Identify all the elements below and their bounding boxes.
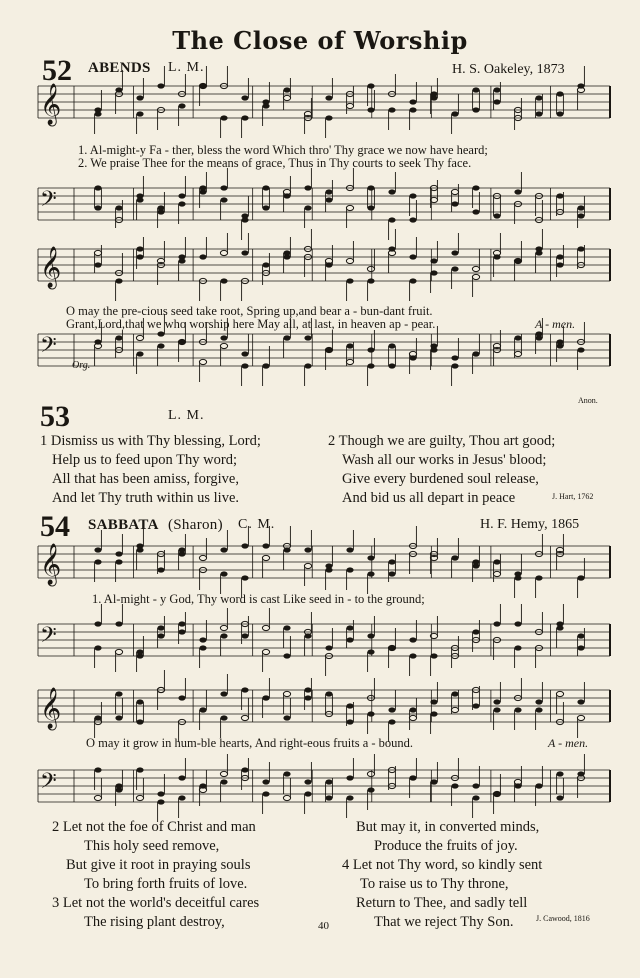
note-icon bbox=[136, 246, 143, 251]
note-icon bbox=[367, 266, 374, 271]
note-icon bbox=[493, 254, 500, 259]
hymn-52-lyric-1-v2: 2. We praise Thee for the means of grace, Thus in Thy courts to seek Thy face. bbox=[78, 156, 472, 170]
note-icon bbox=[409, 637, 416, 642]
note-icon bbox=[199, 185, 206, 190]
note-icon bbox=[115, 649, 122, 654]
note-icon bbox=[325, 691, 332, 696]
note-icon bbox=[577, 633, 584, 638]
note-icon bbox=[262, 555, 269, 560]
note-icon bbox=[115, 691, 122, 696]
note-icon bbox=[451, 201, 458, 206]
note-icon bbox=[325, 115, 332, 120]
hymn-52-tune: ABENDS bbox=[88, 60, 151, 76]
note-icon bbox=[115, 278, 122, 283]
note-icon bbox=[367, 83, 374, 88]
note-icon bbox=[556, 771, 563, 776]
note-icon bbox=[493, 99, 500, 104]
note-icon bbox=[178, 258, 185, 263]
note-icon bbox=[577, 246, 584, 251]
note-icon bbox=[136, 795, 143, 800]
note-icon bbox=[178, 775, 185, 780]
hymn-54-stanzas-left: 2 Let not the foe of Christ and man This holy seed remove, But give it root in praying souls To bring forth fruits of love. 3 Let not the world's deceitful cares The rising plant destroy, bbox=[52, 819, 260, 930]
note-icon bbox=[325, 95, 332, 100]
note-icon bbox=[283, 547, 290, 552]
note-icon bbox=[262, 779, 269, 784]
note-icon bbox=[157, 331, 164, 336]
note-icon bbox=[220, 335, 227, 340]
note-icon bbox=[241, 363, 248, 368]
note-icon bbox=[136, 547, 143, 552]
note-icon bbox=[283, 771, 290, 776]
treble-clef-icon: 𝄞 bbox=[40, 247, 62, 288]
note-icon bbox=[220, 771, 227, 776]
note-icon bbox=[388, 217, 395, 222]
note-icon bbox=[94, 767, 101, 772]
note-icon bbox=[346, 637, 353, 642]
hymn-54-lyric-1: 1. Al-might - y God, Thy word is cast Like seed in - to the ground; bbox=[92, 592, 425, 606]
note-icon bbox=[136, 95, 143, 100]
hymn-54-tune-alt: (Sharon) bbox=[168, 517, 223, 533]
note-icon bbox=[115, 551, 122, 556]
note-icon bbox=[388, 707, 395, 712]
note-icon bbox=[157, 205, 164, 210]
note-icon bbox=[304, 695, 311, 700]
note-icon bbox=[199, 83, 206, 88]
note-icon bbox=[577, 645, 584, 650]
note-icon bbox=[220, 691, 227, 696]
note-icon bbox=[472, 795, 479, 800]
note-icon bbox=[451, 783, 458, 788]
hymn-54-tune: SABBATA bbox=[88, 517, 159, 533]
note-icon bbox=[514, 575, 521, 580]
note-icon bbox=[94, 559, 101, 564]
note-icon bbox=[409, 193, 416, 198]
hymn-53-number: 53 bbox=[40, 400, 70, 433]
note-icon bbox=[157, 567, 164, 572]
note-icon bbox=[556, 193, 563, 198]
note-icon bbox=[346, 719, 353, 724]
note-icon bbox=[241, 715, 248, 720]
note-icon bbox=[262, 185, 269, 190]
note-icon bbox=[283, 691, 290, 696]
note-icon bbox=[94, 111, 101, 116]
note-icon bbox=[199, 359, 206, 364]
note-icon bbox=[325, 189, 332, 194]
note-icon bbox=[136, 719, 143, 724]
note-icon bbox=[325, 347, 332, 352]
note-icon bbox=[325, 645, 332, 650]
note-icon bbox=[367, 185, 374, 190]
note-icon bbox=[367, 633, 374, 638]
treble-clef-icon: 𝄞 bbox=[40, 84, 62, 125]
note-icon bbox=[367, 771, 374, 776]
note-icon bbox=[430, 779, 437, 784]
note-icon bbox=[157, 625, 164, 630]
hymn-54-number: 54 bbox=[40, 510, 70, 543]
note-icon bbox=[388, 107, 395, 112]
note-icon bbox=[241, 575, 248, 580]
note-icon bbox=[430, 258, 437, 263]
note-icon bbox=[220, 278, 227, 283]
note-icon bbox=[283, 335, 290, 340]
note-icon bbox=[283, 795, 290, 800]
note-icon bbox=[241, 217, 248, 222]
note-icon bbox=[535, 783, 542, 788]
note-icon bbox=[556, 91, 563, 96]
note-icon bbox=[346, 567, 353, 572]
note-icon bbox=[367, 571, 374, 576]
note-icon bbox=[241, 543, 248, 548]
note-icon bbox=[493, 87, 500, 92]
note-icon bbox=[409, 217, 416, 222]
note-icon bbox=[388, 719, 395, 724]
note-icon bbox=[304, 335, 311, 340]
note-icon bbox=[556, 262, 563, 267]
note-icon bbox=[472, 351, 479, 356]
note-icon bbox=[241, 115, 248, 120]
note-icon bbox=[241, 633, 248, 638]
note-icon bbox=[115, 559, 122, 564]
note-icon bbox=[220, 625, 227, 630]
hymn-53-stanza-2: 2 Though we are guilty, Thou art good; Wash all our works in Jesus' blood; Give every burdened soul release, And bid us all depart in peace bbox=[328, 433, 556, 506]
hymn-52-meter: L. M. bbox=[168, 60, 205, 75]
hymn-52-lyric-2-v2: Grant,Lord,that we who worship here May all, at last, in heaven ap - pear. bbox=[66, 317, 436, 331]
hymn-54-amen: A - men. bbox=[548, 736, 589, 750]
note-icon bbox=[325, 779, 332, 784]
note-icon bbox=[157, 799, 164, 804]
note-icon bbox=[94, 262, 101, 267]
note-icon bbox=[178, 629, 185, 634]
note-icon bbox=[493, 699, 500, 704]
note-icon bbox=[199, 555, 206, 560]
note-icon bbox=[493, 571, 500, 576]
note-icon bbox=[178, 103, 185, 108]
note-icon bbox=[535, 707, 542, 712]
hymn-53-stanza-1: 1 Dismiss us with Thy blessing, Lord; Help us to feed upon Thy word; All that has been amiss, forgive, And let Thy truth within us live. bbox=[40, 433, 261, 506]
note-icon bbox=[472, 107, 479, 112]
note-icon bbox=[514, 335, 521, 340]
note-icon bbox=[241, 250, 248, 255]
note-icon bbox=[388, 645, 395, 650]
note-icon bbox=[115, 205, 122, 210]
note-icon bbox=[346, 359, 353, 364]
treble-clef-icon: 𝄞 bbox=[40, 688, 62, 729]
note-icon bbox=[367, 278, 374, 283]
note-icon bbox=[220, 343, 227, 348]
note-icon bbox=[430, 347, 437, 352]
note-icon bbox=[346, 625, 353, 630]
note-icon bbox=[514, 645, 521, 650]
note-icon bbox=[577, 699, 584, 704]
note-icon bbox=[472, 703, 479, 708]
note-icon bbox=[577, 347, 584, 352]
hymn-52-org-label: Org. bbox=[72, 360, 91, 371]
note-icon bbox=[367, 555, 374, 560]
hymn-52-number: 52 bbox=[42, 54, 72, 87]
note-icon bbox=[367, 363, 374, 368]
note-icon bbox=[472, 559, 479, 564]
note-icon bbox=[535, 331, 542, 336]
note-icon bbox=[199, 783, 206, 788]
note-icon bbox=[220, 547, 227, 552]
note-icon bbox=[346, 795, 353, 800]
note-icon bbox=[178, 621, 185, 626]
note-icon bbox=[136, 699, 143, 704]
note-icon bbox=[367, 107, 374, 112]
note-icon bbox=[451, 691, 458, 696]
note-icon bbox=[472, 274, 479, 279]
note-icon bbox=[241, 687, 248, 692]
note-icon bbox=[178, 695, 185, 700]
hymn-52-attribution: Anon. bbox=[578, 396, 598, 405]
bass-clef-icon: 𝄢 bbox=[40, 333, 57, 363]
note-icon bbox=[94, 205, 101, 210]
note-icon bbox=[451, 266, 458, 271]
note-icon bbox=[409, 254, 416, 259]
note-icon bbox=[178, 193, 185, 198]
note-icon bbox=[535, 250, 542, 255]
note-icon bbox=[514, 351, 521, 356]
note-icon bbox=[115, 335, 122, 340]
note-icon bbox=[472, 266, 479, 271]
hymn-52-composer: H. S. Oakeley, 1873 bbox=[452, 62, 565, 77]
note-icon bbox=[472, 209, 479, 214]
treble-clef-icon: 𝄞 bbox=[40, 544, 62, 585]
note-icon bbox=[451, 707, 458, 712]
note-icon bbox=[409, 707, 416, 712]
note-icon bbox=[283, 95, 290, 100]
note-icon bbox=[304, 791, 311, 796]
note-icon bbox=[115, 621, 122, 626]
note-icon bbox=[430, 653, 437, 658]
note-icon bbox=[262, 262, 269, 267]
note-icon bbox=[451, 189, 458, 194]
note-icon bbox=[535, 111, 542, 116]
note-icon bbox=[346, 205, 353, 210]
note-icon bbox=[451, 363, 458, 368]
note-icon bbox=[577, 575, 584, 580]
note-icon bbox=[493, 213, 500, 218]
note-icon bbox=[262, 695, 269, 700]
hymn-54-meter: C. M. bbox=[238, 517, 276, 532]
note-icon bbox=[304, 563, 311, 568]
note-icon bbox=[178, 201, 185, 206]
note-icon bbox=[199, 707, 206, 712]
note-icon bbox=[367, 649, 374, 654]
note-icon bbox=[220, 571, 227, 576]
note-icon bbox=[157, 343, 164, 348]
note-icon bbox=[472, 629, 479, 634]
note-icon bbox=[472, 783, 479, 788]
note-icon bbox=[157, 791, 164, 796]
note-icon bbox=[367, 205, 374, 210]
note-icon bbox=[136, 254, 143, 259]
note-icon bbox=[220, 185, 227, 190]
hymn-53-author: J. Hart, 1762 bbox=[552, 492, 594, 501]
note-icon bbox=[388, 189, 395, 194]
note-icon bbox=[535, 699, 542, 704]
note-icon bbox=[577, 213, 584, 218]
note-icon bbox=[451, 555, 458, 560]
note-icon bbox=[493, 621, 500, 626]
note-icon bbox=[493, 707, 500, 712]
note-icon bbox=[304, 633, 311, 638]
note-icon bbox=[304, 687, 311, 692]
note-icon bbox=[136, 351, 143, 356]
note-icon bbox=[430, 699, 437, 704]
note-icon bbox=[220, 715, 227, 720]
note-icon bbox=[220, 250, 227, 255]
note-icon bbox=[367, 711, 374, 716]
note-icon bbox=[136, 197, 143, 202]
note-icon bbox=[346, 547, 353, 552]
note-icon bbox=[514, 707, 521, 712]
note-icon bbox=[535, 575, 542, 580]
note-icon bbox=[241, 95, 248, 100]
note-icon bbox=[304, 205, 311, 210]
note-icon bbox=[220, 633, 227, 638]
note-icon bbox=[220, 779, 227, 784]
note-icon bbox=[304, 363, 311, 368]
hymn-54-lyric-2: O may it grow in hum-ble hearts, And right-eous fruits a - bound. bbox=[86, 736, 414, 750]
page-number: 40 bbox=[318, 920, 329, 932]
note-icon bbox=[94, 250, 101, 255]
note-icon bbox=[493, 559, 500, 564]
note-icon bbox=[556, 254, 563, 259]
note-icon bbox=[472, 87, 479, 92]
note-icon bbox=[346, 775, 353, 780]
note-icon bbox=[409, 278, 416, 283]
note-icon bbox=[451, 355, 458, 360]
note-icon bbox=[346, 258, 353, 263]
note-icon bbox=[409, 107, 416, 112]
note-icon bbox=[262, 625, 269, 630]
note-icon bbox=[556, 691, 563, 696]
note-icon bbox=[388, 571, 395, 576]
note-icon bbox=[178, 547, 185, 552]
note-icon bbox=[430, 270, 437, 275]
note-icon bbox=[409, 775, 416, 780]
note-icon bbox=[136, 649, 143, 654]
note-icon bbox=[556, 625, 563, 630]
note-icon bbox=[346, 343, 353, 348]
note-icon bbox=[556, 111, 563, 116]
note-icon bbox=[283, 653, 290, 658]
note-icon bbox=[283, 715, 290, 720]
note-icon bbox=[304, 779, 311, 784]
note-icon bbox=[325, 197, 332, 202]
bass-clef-icon: 𝄢 bbox=[40, 187, 57, 217]
note-icon bbox=[94, 715, 101, 720]
note-icon bbox=[409, 715, 416, 720]
note-icon bbox=[409, 99, 416, 104]
hymn-52-lyric-2-v1: O may the pre-cious seed take root, Spring up,and bear a - bun-dant fruit. bbox=[66, 304, 433, 318]
note-icon bbox=[472, 185, 479, 190]
note-icon bbox=[367, 787, 374, 792]
note-icon bbox=[262, 363, 269, 368]
note-icon bbox=[136, 767, 143, 772]
note-icon bbox=[157, 633, 164, 638]
note-icon bbox=[94, 621, 101, 626]
note-icon bbox=[325, 795, 332, 800]
bass-clef-icon: 𝄢 bbox=[40, 769, 57, 799]
note-icon bbox=[136, 335, 143, 340]
note-icon bbox=[577, 715, 584, 720]
note-icon bbox=[115, 715, 122, 720]
note-icon bbox=[577, 205, 584, 210]
note-icon bbox=[535, 95, 542, 100]
note-icon bbox=[136, 111, 143, 116]
note-icon bbox=[388, 363, 395, 368]
note-icon bbox=[388, 343, 395, 348]
note-icon bbox=[220, 115, 227, 120]
hymn-54-author: J. Cawood, 1816 bbox=[536, 914, 590, 923]
note-icon bbox=[556, 339, 563, 344]
note-icon bbox=[556, 795, 563, 800]
note-icon bbox=[262, 791, 269, 796]
page-title: The Close of Worship bbox=[172, 26, 468, 55]
note-icon bbox=[346, 103, 353, 108]
note-icon bbox=[178, 795, 185, 800]
note-icon bbox=[283, 87, 290, 92]
note-icon bbox=[199, 645, 206, 650]
note-icon bbox=[388, 559, 395, 564]
bass-clef-icon: 𝄢 bbox=[40, 623, 57, 653]
note-icon bbox=[94, 795, 101, 800]
note-icon bbox=[451, 111, 458, 116]
note-icon bbox=[262, 103, 269, 108]
note-icon bbox=[367, 347, 374, 352]
note-icon bbox=[346, 703, 353, 708]
note-icon bbox=[346, 278, 353, 283]
note-icon bbox=[241, 767, 248, 772]
hymn-54-composer: H. F. Hemy, 1865 bbox=[480, 517, 580, 532]
note-icon bbox=[430, 711, 437, 716]
hymn-52-amen: A - men. bbox=[535, 317, 576, 331]
note-icon bbox=[241, 351, 248, 356]
note-icon bbox=[514, 189, 521, 194]
note-icon bbox=[325, 567, 332, 572]
note-icon bbox=[514, 621, 521, 626]
hymn-54-stanzas-right: But may it, in converted minds, Produce the fruits of joy. 4 Let not Thy word, so kindly sent To raise us to Thy throne, Return to Thee, and sadly tell That we reject Thy Son. bbox=[342, 819, 543, 930]
note-icon bbox=[94, 645, 101, 650]
note-icon bbox=[451, 250, 458, 255]
note-icon bbox=[304, 547, 311, 552]
note-icon bbox=[283, 250, 290, 255]
hymn-53-meter: L. M. bbox=[168, 408, 205, 423]
note-icon bbox=[304, 185, 311, 190]
note-icon bbox=[262, 205, 269, 210]
note-icon bbox=[220, 197, 227, 202]
note-icon bbox=[199, 254, 206, 259]
note-icon bbox=[115, 783, 122, 788]
note-icon bbox=[283, 625, 290, 630]
note-icon bbox=[262, 543, 269, 548]
note-icon bbox=[94, 185, 101, 190]
hymn-52-lyric-1-v1: 1. Al-might-y Fa - ther, bless the word Which thro' Thy grace we now have heard; bbox=[78, 143, 488, 157]
note-icon bbox=[409, 653, 416, 658]
note-icon bbox=[157, 83, 164, 88]
note-icon bbox=[430, 91, 437, 96]
note-icon bbox=[262, 649, 269, 654]
note-icon bbox=[94, 547, 101, 552]
note-icon bbox=[199, 637, 206, 642]
